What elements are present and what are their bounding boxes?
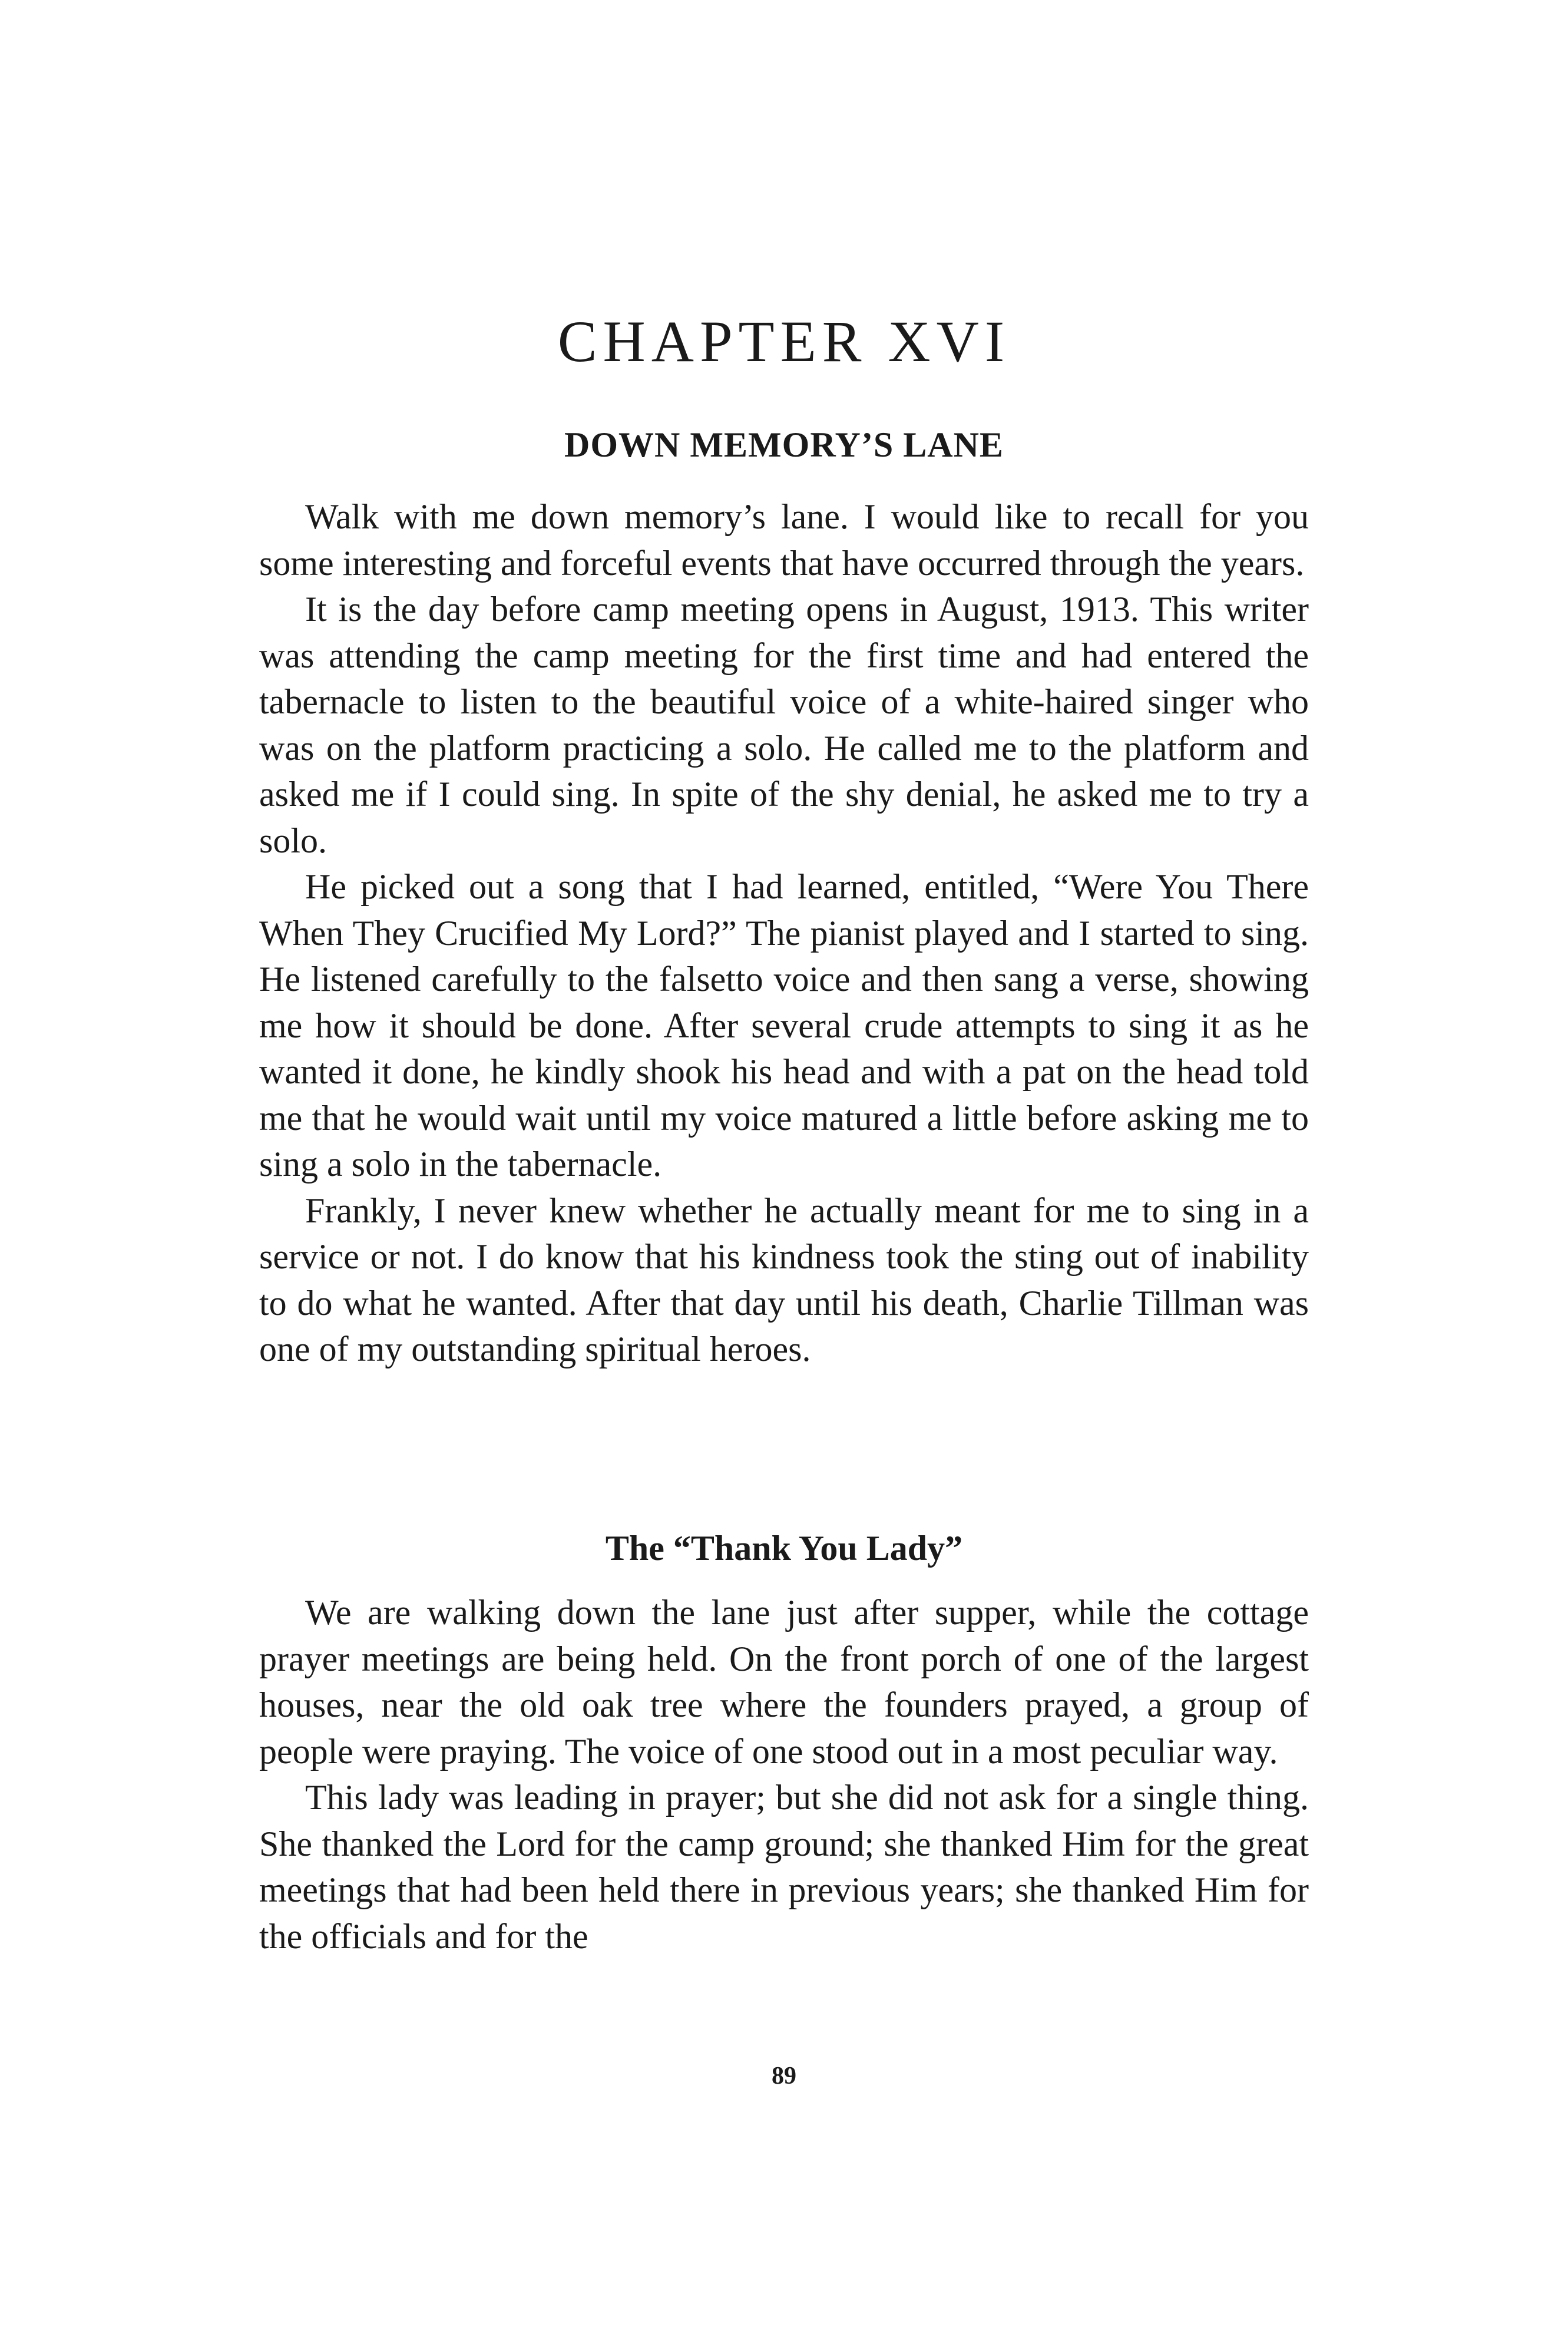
section-heading-thank-you-lady: The “Thank You Lady”: [605, 1529, 963, 1568]
chapter-heading: DOWN MEMORY’S LANE: [564, 425, 1004, 464]
paragraph: Frankly, I never knew whether he actually meant for me to sing in a service or not. I do know that his kindness took the sting out of inability to do what he wanted. After that day until his death, Charlie Tillman was one of my outstanding spiritual heroes.: [259, 1191, 1309, 1369]
paragraph: It is the day before camp meeting opens in August, 1913. This writer was attending the camp meeting for the first time and had entered the tabernacle to listen to the beautiful voice of a white-haired singer who was on the platform practicing a solo. He called me to the platform and asked me if I could sing. In spite of the shy denial, he asked me to try a solo.: [259, 590, 1309, 860]
body-text-section-1: [259, 494, 1309, 1373]
paragraph: This lady was leading in prayer; but she did not ask for a single thing. She thanked the Lord for the camp ground; she thanked Him for the great meetings that had been held there in previous years; she thanked Him for the officials and for the: [259, 1778, 1309, 1956]
body-text-section-2: [259, 1589, 1309, 1959]
paragraph: He picked out a song that I had learned, entitled, “Were You There When They Crucified My Lord?” The pianist played and I started to sing. He listened carefully to the falsetto voice and then sang a verse, showing me how it should be done. After several crude attempts to sing it as he wanted it done, he kindly shook his head and with a pat on the head told me that he would wait until my voice matured a little before asking me to sing a solo in the tabernacle.: [259, 867, 1309, 1184]
paragraph: Walk with me down memory’s lane. I would like to recall for you some interesting and forceful events that have occurred through the years.: [259, 497, 1309, 583]
paragraph: We are walking down the lane just after supper, while the cottage prayer meetings are being held. On the front porch of one of the largest houses, near the old oak tree where the founders prayed, a group of people were praying. The voice of one stood out in a most peculiar way.: [259, 1593, 1309, 1771]
page-number: 89: [772, 2062, 796, 2090]
chapter-title: CHAPTER XVI: [557, 309, 1011, 374]
